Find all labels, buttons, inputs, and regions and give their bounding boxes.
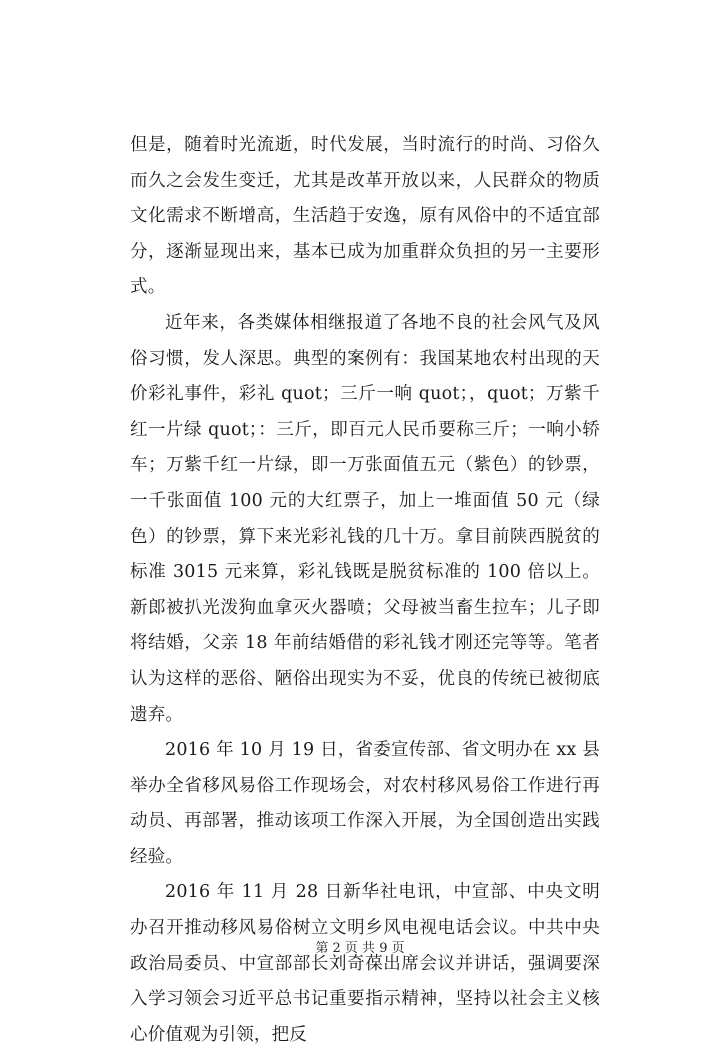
paragraph: 2016 年 11 月 28 日新华社电讯，中宣部、中央文明办召开推动移风易俗树立文明乡风电视电话会议。中共中央政治局委员、中宣部部长刘奇葆出席会议并讲话，强调要深入学习领会习近平总书记重要指示精神，坚持以社会主义核心价值观为引领，把反 bbox=[130, 882, 600, 1045]
paragraph: 近年来，各类媒体相继报道了各地不良的社会风气及风俗习惯，发人深思。典型的案例有：我国某地农村出现的天价彩礼事件，彩礼 quot；三斤一响 quot；，quot；万紫千红一片绿 quot；：三斤，即百元人民币要称三斤；一响小轿车；万紫千红一片绿，即一万张面值五元（紫色）的钞票，一千张面值 100 元的大红票子，加上一堆面值 50 元（绿色）的钞票，算下来光彩礼钱的几十万。拿目前陕西脱贫的标准 3015 元来算，彩礼钱既是脱贫标准的 100 倍以上。新郎被扒光泼狗血拿灭火器喷；父母被当畜生拉车；儿子即将结婚，父亲 18 年前结婚借的彩礼钱才刚还完等等。笔者认为这样的恶俗、陋俗出现实为不妥，优良的传统已被彻底遗弃。 bbox=[130, 312, 600, 725]
body-text bbox=[130, 128, 600, 1053]
page-number-footer: 第 2 页 共 9 页 bbox=[315, 941, 405, 956]
paragraph: 2016 年 10 月 19 日，省委宣传部、省文明办在 xx 县举办全省移风易俗工作现场会，对农村移风易俗工作进行再动员、再部署，推动该项工作深入开展，为全国创造出实践经验。 bbox=[130, 740, 600, 867]
paragraph: 但是，随着时光流逝，时代发展，当时流行的时尚、习俗久而久之会发生变迁，尤其是改革开放以来，人民群众的物质文化需求不断增高，生活趋于安逸，原有风俗中的不适宜部分，逐渐显现出来，基本已成为加重群众负担的另一主要形式。 bbox=[130, 135, 600, 298]
